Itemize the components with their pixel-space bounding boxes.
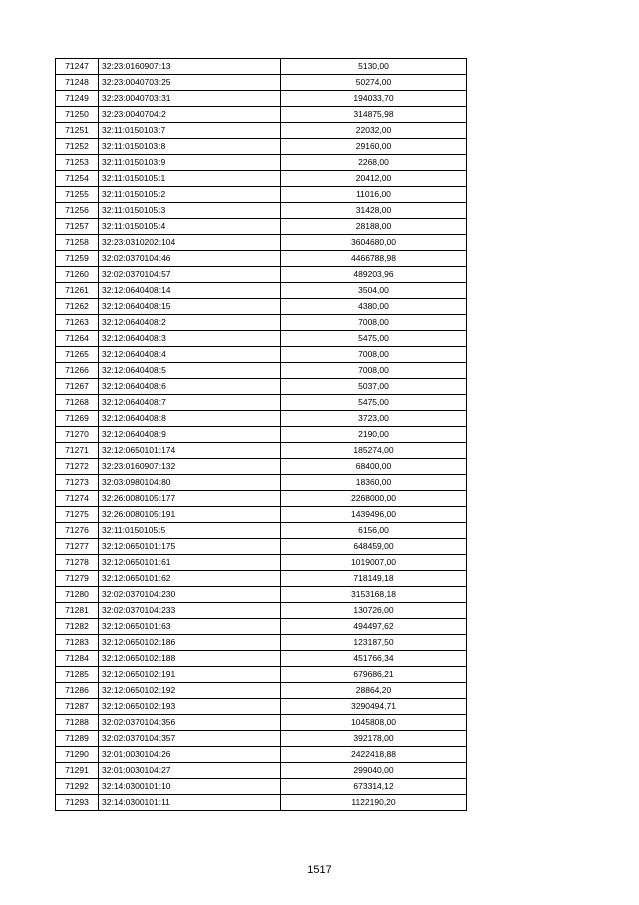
row-number-cell: 71277	[56, 539, 99, 555]
row-number-cell: 71274	[56, 491, 99, 507]
value-cell: 1019007,00	[281, 555, 467, 571]
row-number-cell: 71283	[56, 635, 99, 651]
row-number-cell: 71271	[56, 443, 99, 459]
row-number-cell: 71256	[56, 203, 99, 219]
cadastral-number-cell: 32:12:0650102:186	[99, 635, 281, 651]
cadastral-number-cell: 32:12:0650101:61	[99, 555, 281, 571]
table-row	[56, 411, 467, 427]
row-number-cell: 71289	[56, 731, 99, 747]
table-row	[56, 267, 467, 283]
table-row	[56, 379, 467, 395]
cadastral-number-cell: 32:14:0300101:11	[99, 795, 281, 811]
value-cell: 4466788,98	[281, 251, 467, 267]
cadastral-number-cell: 32:12:0640408:8	[99, 411, 281, 427]
table-row	[56, 587, 467, 603]
value-cell: 314875,98	[281, 107, 467, 123]
table-row	[56, 331, 467, 347]
cadastral-number-cell: 32:12:0640408:15	[99, 299, 281, 315]
row-number-cell: 71285	[56, 667, 99, 683]
page-number: 1517	[307, 864, 332, 876]
cadastral-number-cell: 32:11:0150103:7	[99, 123, 281, 139]
value-cell: 673314,12	[281, 779, 467, 795]
table-row	[56, 459, 467, 475]
table-row	[56, 59, 467, 75]
value-cell: 299040,00	[281, 763, 467, 779]
row-number-cell: 71282	[56, 619, 99, 635]
value-cell: 20412,00	[281, 171, 467, 187]
value-cell: 5037,00	[281, 379, 467, 395]
table-row	[56, 699, 467, 715]
value-cell: 7008,00	[281, 363, 467, 379]
value-cell: 392178,00	[281, 731, 467, 747]
value-cell: 29160,00	[281, 139, 467, 155]
row-number-cell: 71254	[56, 171, 99, 187]
table-row	[56, 747, 467, 763]
cadastral-number-cell: 32:23:0040704:2	[99, 107, 281, 123]
row-number-cell: 71261	[56, 283, 99, 299]
value-cell: 5475,00	[281, 331, 467, 347]
cadastral-number-cell: 32:12:0650102:193	[99, 699, 281, 715]
cadastral-number-cell: 32:12:0650102:188	[99, 651, 281, 667]
value-cell: 31428,00	[281, 203, 467, 219]
table-row	[56, 107, 467, 123]
cadastral-number-cell: 32:01:0030104:27	[99, 763, 281, 779]
cadastral-number-cell: 32:23:0310202:104	[99, 235, 281, 251]
cadastral-number-cell: 32:26:0080105:177	[99, 491, 281, 507]
cadastral-number-cell: 32:12:0650101:63	[99, 619, 281, 635]
cadastral-number-cell: 32:12:0650102:191	[99, 667, 281, 683]
cadastral-number-cell: 32:12:0640408:3	[99, 331, 281, 347]
table-row	[56, 571, 467, 587]
row-number-cell: 71275	[56, 507, 99, 523]
value-cell: 648459,00	[281, 539, 467, 555]
row-number-cell: 71293	[56, 795, 99, 811]
row-number-cell: 71279	[56, 571, 99, 587]
row-number-cell: 71252	[56, 139, 99, 155]
value-cell: 123187,50	[281, 635, 467, 651]
value-cell: 5130,00	[281, 59, 467, 75]
row-number-cell: 71263	[56, 315, 99, 331]
value-cell: 1122190,20	[281, 795, 467, 811]
value-cell: 2190,00	[281, 427, 467, 443]
cadastral-number-cell: 32:14:0300101:10	[99, 779, 281, 795]
row-number-cell: 71260	[56, 267, 99, 283]
table-row	[56, 283, 467, 299]
value-cell: 7008,00	[281, 347, 467, 363]
value-cell: 1045808,00	[281, 715, 467, 731]
value-cell: 28188,00	[281, 219, 467, 235]
value-cell: 185274,00	[281, 443, 467, 459]
cadastral-number-cell: 32:01:0030104:26	[99, 747, 281, 763]
table-row	[56, 187, 467, 203]
cadastral-number-cell: 32:02:0370104:230	[99, 587, 281, 603]
row-number-cell: 71272	[56, 459, 99, 475]
row-number-cell: 71287	[56, 699, 99, 715]
row-number-cell: 71278	[56, 555, 99, 571]
table-row	[56, 155, 467, 171]
data-table	[55, 58, 467, 811]
table-row	[56, 219, 467, 235]
value-cell: 130726,00	[281, 603, 467, 619]
table-row	[56, 555, 467, 571]
cadastral-number-cell: 32:12:0650101:174	[99, 443, 281, 459]
table-row	[56, 171, 467, 187]
table-row	[56, 203, 467, 219]
cadastral-number-cell: 32:11:0150103:8	[99, 139, 281, 155]
value-cell: 68400,00	[281, 459, 467, 475]
cadastral-number-cell: 32:02:0370104:57	[99, 267, 281, 283]
cadastral-number-cell: 32:12:0650101:175	[99, 539, 281, 555]
value-cell: 28864,20	[281, 683, 467, 699]
value-cell: 3604680,00	[281, 235, 467, 251]
row-number-cell: 71249	[56, 91, 99, 107]
cadastral-number-cell: 32:02:0370104:233	[99, 603, 281, 619]
table-row	[56, 427, 467, 443]
table-row	[56, 315, 467, 331]
table-row	[56, 539, 467, 555]
table-row	[56, 91, 467, 107]
table-row	[56, 715, 467, 731]
row-number-cell: 71253	[56, 155, 99, 171]
row-number-cell: 71264	[56, 331, 99, 347]
cadastral-number-cell: 32:02:0370104:356	[99, 715, 281, 731]
row-number-cell: 71281	[56, 603, 99, 619]
row-number-cell: 71276	[56, 523, 99, 539]
row-number-cell: 71258	[56, 235, 99, 251]
row-number-cell: 71259	[56, 251, 99, 267]
row-number-cell: 71292	[56, 779, 99, 795]
table-row	[56, 651, 467, 667]
cadastral-number-cell: 32:23:0160907:132	[99, 459, 281, 475]
table-row	[56, 363, 467, 379]
table-row	[56, 795, 467, 811]
row-number-cell: 71267	[56, 379, 99, 395]
cadastral-number-cell: 32:12:0650101:62	[99, 571, 281, 587]
row-number-cell: 71257	[56, 219, 99, 235]
row-number-cell: 71250	[56, 107, 99, 123]
value-cell: 6156,00	[281, 523, 467, 539]
table-body	[56, 59, 467, 811]
table-row	[56, 763, 467, 779]
cadastral-number-cell: 32:12:0640408:5	[99, 363, 281, 379]
cadastral-number-cell: 32:26:0080105:191	[99, 507, 281, 523]
value-cell: 22032,00	[281, 123, 467, 139]
table-row	[56, 779, 467, 795]
value-cell: 7008,00	[281, 315, 467, 331]
value-cell: 1439496,00	[281, 507, 467, 523]
row-number-cell: 71266	[56, 363, 99, 379]
row-number-cell: 71291	[56, 763, 99, 779]
value-cell: 451766,34	[281, 651, 467, 667]
cadastral-number-cell: 32:02:0370104:357	[99, 731, 281, 747]
value-cell: 11016,00	[281, 187, 467, 203]
row-number-cell: 71268	[56, 395, 99, 411]
cadastral-number-cell: 32:11:0150105:3	[99, 203, 281, 219]
table-row	[56, 139, 467, 155]
table-row	[56, 299, 467, 315]
value-cell: 3153168,18	[281, 587, 467, 603]
cadastral-number-cell: 32:12:0640408:2	[99, 315, 281, 331]
value-cell: 489203,96	[281, 267, 467, 283]
table-row	[56, 251, 467, 267]
cadastral-number-cell: 32:11:0150105:1	[99, 171, 281, 187]
value-cell: 718149,18	[281, 571, 467, 587]
row-number-cell: 71290	[56, 747, 99, 763]
row-number-cell: 71288	[56, 715, 99, 731]
cadastral-number-cell: 32:11:0150103:9	[99, 155, 281, 171]
value-cell: 494497,62	[281, 619, 467, 635]
row-number-cell: 71270	[56, 427, 99, 443]
table-row	[56, 443, 467, 459]
cadastral-number-cell: 32:11:0150105:4	[99, 219, 281, 235]
table-row	[56, 491, 467, 507]
row-number-cell: 71248	[56, 75, 99, 91]
cadastral-number-cell: 32:23:0040703:31	[99, 91, 281, 107]
row-number-cell: 71284	[56, 651, 99, 667]
table-row	[56, 123, 467, 139]
cadastral-number-cell: 32:12:0640408:9	[99, 427, 281, 443]
table-row	[56, 235, 467, 251]
table-row	[56, 667, 467, 683]
cadastral-number-cell: 32:11:0150105:5	[99, 523, 281, 539]
row-number-cell: 71273	[56, 475, 99, 491]
table-row	[56, 507, 467, 523]
value-cell: 18360,00	[281, 475, 467, 491]
value-cell: 2268,00	[281, 155, 467, 171]
cadastral-number-cell: 32:12:0640408:4	[99, 347, 281, 363]
table-row	[56, 347, 467, 363]
value-cell: 679686,21	[281, 667, 467, 683]
value-cell: 5475,00	[281, 395, 467, 411]
row-number-cell: 71247	[56, 59, 99, 75]
row-number-cell: 71262	[56, 299, 99, 315]
table-row	[56, 75, 467, 91]
row-number-cell: 71269	[56, 411, 99, 427]
cadastral-number-cell: 32:03:0980104:80	[99, 475, 281, 491]
row-number-cell: 71280	[56, 587, 99, 603]
value-cell: 50274,00	[281, 75, 467, 91]
row-number-cell: 71265	[56, 347, 99, 363]
cadastral-number-cell: 32:23:0040703:25	[99, 75, 281, 91]
row-number-cell: 71251	[56, 123, 99, 139]
row-number-cell: 71286	[56, 683, 99, 699]
cadastral-number-cell: 32:02:0370104:46	[99, 251, 281, 267]
value-cell: 3504,00	[281, 283, 467, 299]
value-cell: 2268000,00	[281, 491, 467, 507]
table-row	[56, 603, 467, 619]
value-cell: 194033,70	[281, 91, 467, 107]
table-row	[56, 619, 467, 635]
value-cell: 2422418,88	[281, 747, 467, 763]
table-row	[56, 731, 467, 747]
table-row	[56, 475, 467, 491]
table-row	[56, 683, 467, 699]
cadastral-number-cell: 32:11:0150105:2	[99, 187, 281, 203]
cadastral-number-cell: 32:12:0650102:192	[99, 683, 281, 699]
table-row	[56, 635, 467, 651]
table-row	[56, 523, 467, 539]
cadastral-number-cell: 32:12:0640408:6	[99, 379, 281, 395]
table-row	[56, 395, 467, 411]
value-cell: 3290494,71	[281, 699, 467, 715]
cadastral-number-cell: 32:23:0160907:13	[99, 59, 281, 75]
row-number-cell: 71255	[56, 187, 99, 203]
value-cell: 4380,00	[281, 299, 467, 315]
cadastral-number-cell: 32:12:0640408:7	[99, 395, 281, 411]
cadastral-number-cell: 32:12:0640408:14	[99, 283, 281, 299]
value-cell: 3723,00	[281, 411, 467, 427]
